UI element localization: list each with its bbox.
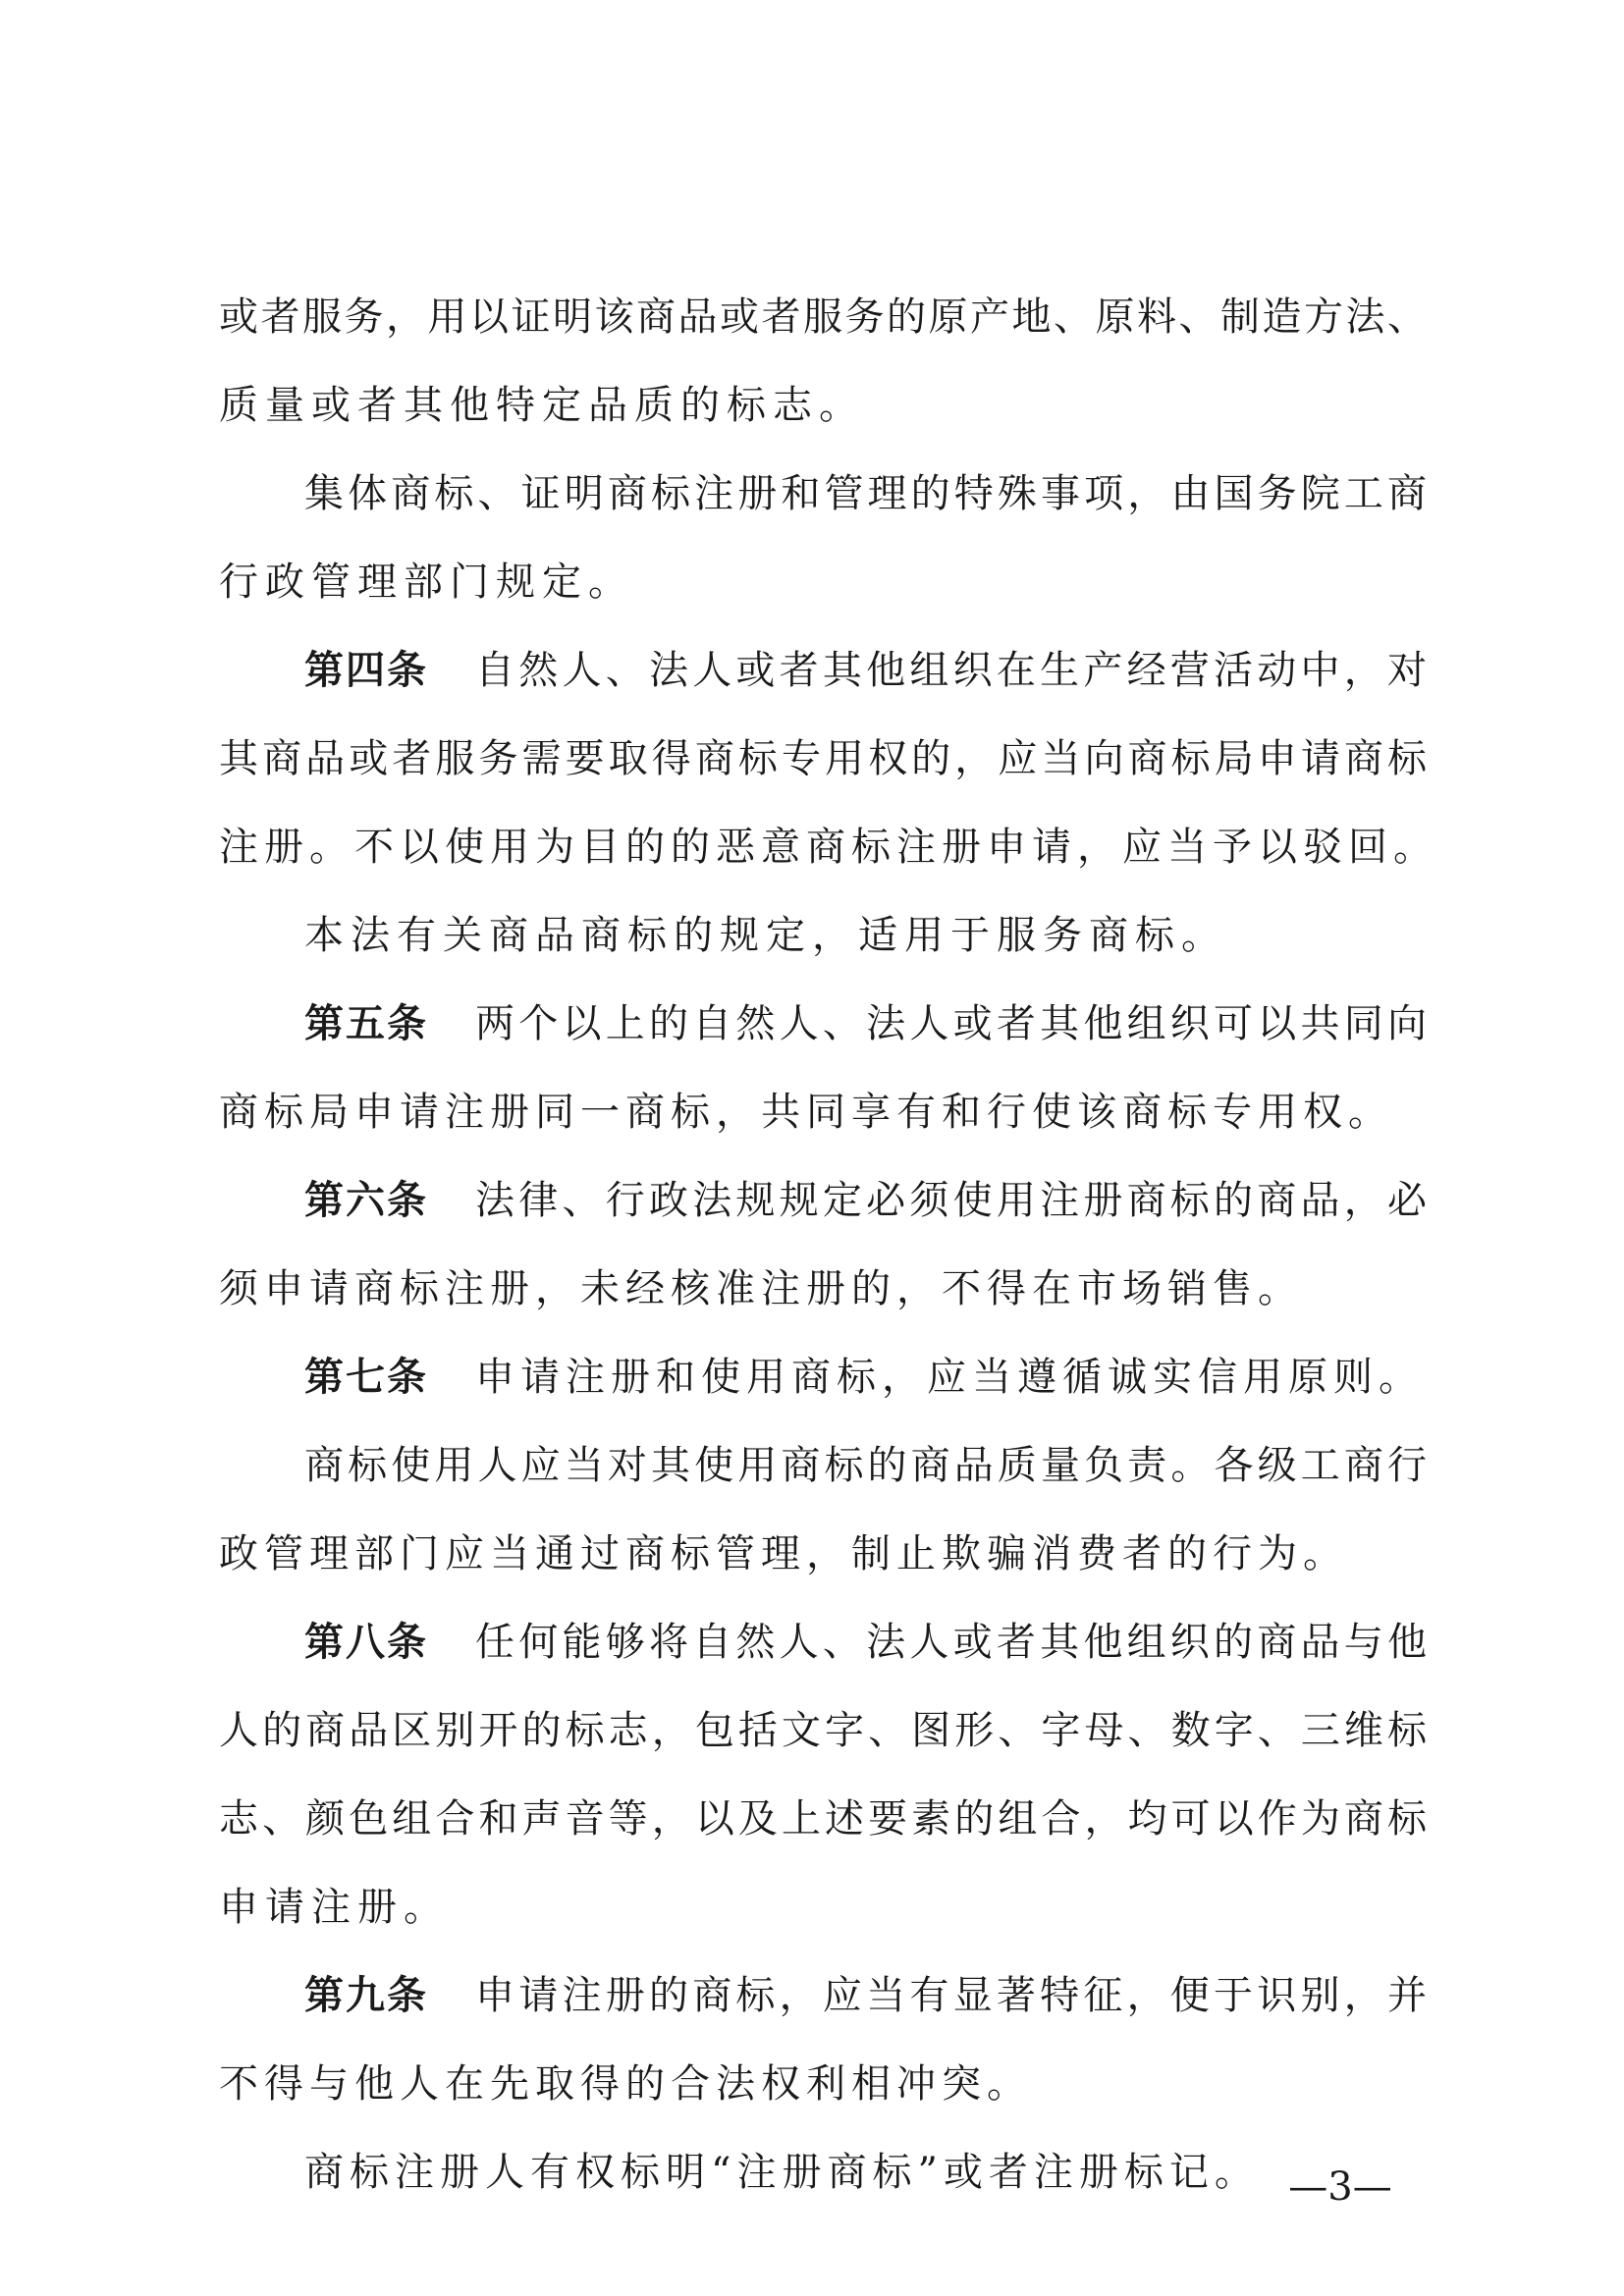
article-heading: 第五条 [304,1001,428,1046]
text-line: 商标局申请注册同一商标，共同享有和行使该商标专用权。 [219,1090,1393,1135]
text-line: 申请注册和使用商标，应当遵循诚实信用原则。 [475,1355,1424,1400]
text-line: 不得与他人在先取得的合法权利相冲突。 [219,2061,1032,2107]
article-9-first-line [304,1968,1427,2023]
text-line: 政管理部门应当通过商标管理，制止欺骗消费者的行为。 [219,1531,1348,1576]
text-line: 或者服务，用以证明该商品或者服务的原产地、原料、制造方法、 [219,294,1427,340]
article-7-first-line [304,1350,1427,1405]
text-line: 两个以上的自然人、法人或者其他组织可以共同向 [475,1001,1427,1046]
text-line: 注册。不以使用为目的的恶意商标注册申请，应当予以驳回。 [219,825,1438,870]
text-line: 任何能够将自然人、法人或者其他组织的商品与他 [475,1620,1427,1665]
article-4-first-line [304,643,1427,698]
text-line: 集体商标、证明商标注册和管理的特殊事项，由国务院工商 [304,471,1427,516]
article-8-first-line [304,1615,1427,1670]
text-line: 其商品或者服务需要取得商标专用权的，应当向商标局申请商标 [219,736,1427,781]
text-line: 本法有关商品商标的规定，适用于服务商标。 [304,913,1227,958]
text-line: 商标注册人有权标明“注册商标”或者注册标记。 [304,2150,1260,2195]
text-line: 申请注册。 [219,1885,450,1930]
article-heading: 第六条 [304,1178,428,1223]
text-line: 须申请商标注册，未经核准注册的，不得在市场销售。 [219,1266,1303,1311]
text-line: 人的商品区别开的标志，包括文字、图形、字母、数字、三维标 [219,1708,1427,1753]
article-6-first-line [304,1173,1427,1228]
article-heading: 第九条 [304,1973,428,2018]
article-heading: 第八条 [304,1620,428,1665]
text-line: 志、颜色组合和声音等，以及上述要素的组合，均可以作为商标 [219,1796,1427,1842]
text-line: 自然人、法人或者其他组织在生产经营活动中，对 [475,648,1427,693]
article-heading: 第四条 [304,648,428,693]
text-line: 商标使用人应当对其使用商标的商品质量负责。各级工商行 [304,1443,1427,1488]
text-line: 行政管理部门规定。 [219,560,634,605]
text-line: 质量或者其他特定品质的标志。 [219,383,865,428]
article-heading: 第七条 [304,1355,428,1400]
page-number: —3— [1288,2164,1392,2210]
text-line: 申请注册的商标，应当有显著特征，便于识别，并 [475,1973,1427,2018]
article-5-first-line [304,996,1427,1051]
text-line: 法律、行政法规规定必须使用注册商标的商品，必 [475,1178,1427,1223]
